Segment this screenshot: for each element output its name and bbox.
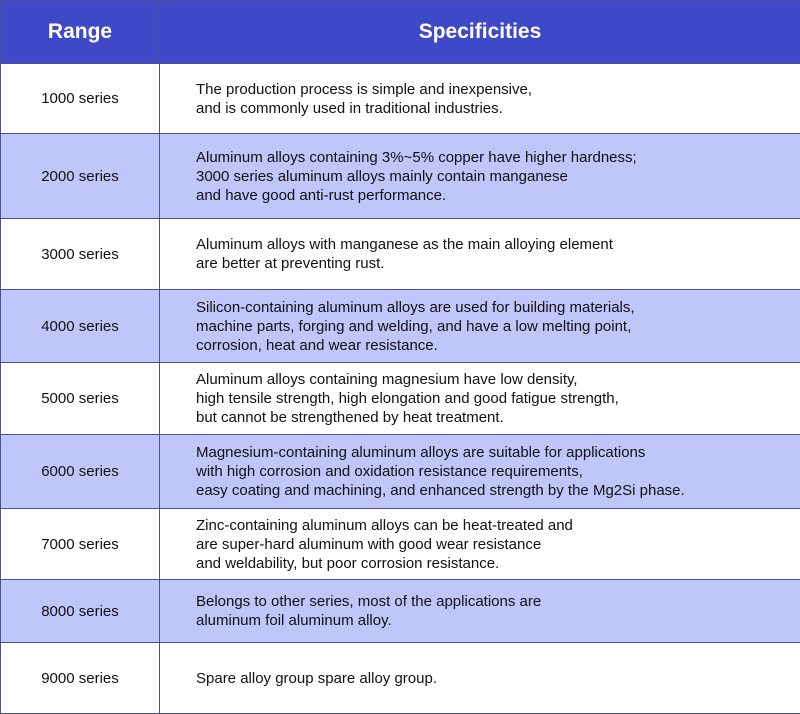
spec-cell: Silicon-containing aluminum alloys are used for building materials, machine parts, forging and welding, and have a low melting point, corrosion, heat and wear resistance.	[160, 290, 800, 363]
header-range: Range	[1, 1, 160, 64]
spec-cell: Spare alloy group spare alloy group.	[160, 643, 800, 714]
spec-cell: Aluminum alloys containing magnesium have low density, high tensile strength, high elongation and good fatigue strength, but cannot be strengthened by heat treatment.	[160, 363, 800, 435]
table-body	[1, 64, 800, 714]
spec-cell: Aluminum alloys with manganese as the main alloying element are better at preventing rust.	[160, 219, 800, 290]
spec-cell: Belongs to other series, most of the applications are aluminum foil aluminum alloy.	[160, 580, 800, 643]
table-row	[1, 509, 800, 580]
table-row	[1, 134, 800, 219]
header-row	[1, 1, 800, 64]
range-cell: 6000 series	[1, 435, 160, 509]
range-cell: 2000 series	[1, 134, 160, 219]
spec-cell: The production process is simple and inexpensive, and is commonly used in traditional industries.	[160, 64, 800, 134]
range-cell: 1000 series	[1, 64, 160, 134]
table-row	[1, 643, 800, 714]
range-cell: 4000 series	[1, 290, 160, 363]
table-row	[1, 290, 800, 363]
range-cell: 8000 series	[1, 580, 160, 643]
range-cell: 3000 series	[1, 219, 160, 290]
header-specificities: Specificities	[160, 1, 800, 64]
table-header	[1, 1, 800, 64]
spec-cell: Magnesium-containing aluminum alloys are suitable for applications with high corrosion and oxidation resistance requirements, easy coating and machining, and enhanced strength by the Mg2Si phase.	[160, 435, 800, 509]
range-cell: 9000 series	[1, 643, 160, 714]
range-cell: 7000 series	[1, 509, 160, 580]
table-row	[1, 64, 800, 134]
range-cell: 5000 series	[1, 363, 160, 435]
table-row	[1, 580, 800, 643]
spec-cell: Zinc-containing aluminum alloys can be heat-treated and are super-hard aluminum with good wear resistance and weldability, but poor corrosion resistance.	[160, 509, 800, 580]
table-row	[1, 363, 800, 435]
table-row	[1, 435, 800, 509]
spec-cell: Aluminum alloys containing 3%~5% copper have higher hardness; 3000 series aluminum alloys mainly contain manganese and have good anti-rust performance.	[160, 134, 800, 219]
table-row	[1, 219, 800, 290]
